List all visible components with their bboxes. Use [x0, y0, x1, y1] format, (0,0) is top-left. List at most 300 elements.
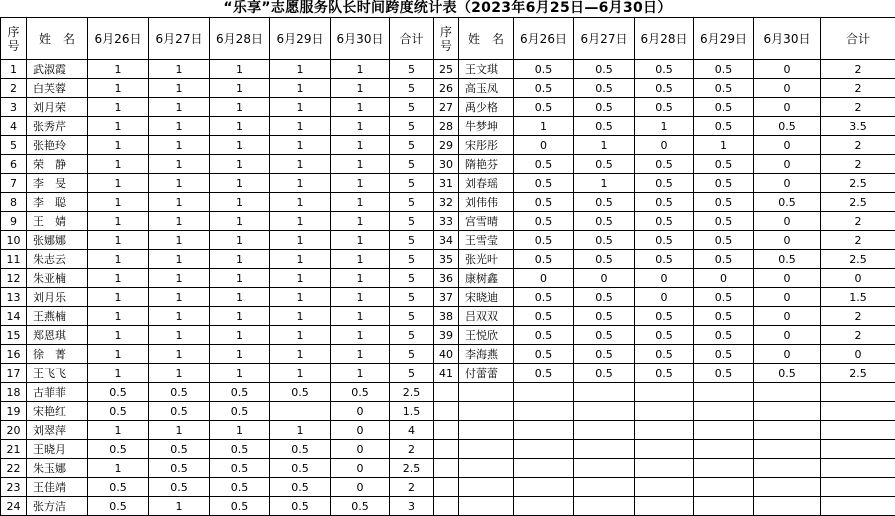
empty-cell[interactable]: [434, 421, 459, 440]
left-jun27-cell[interactable]: 1: [149, 345, 210, 364]
right-total-cell[interactable]: 2.5: [821, 193, 895, 212]
header-jun26-right[interactable]: 6月26日: [514, 18, 574, 60]
right-jun26-cell[interactable]: 0.5: [514, 98, 574, 117]
empty-cell[interactable]: [514, 421, 574, 440]
left-jun29-cell[interactable]: 1: [270, 326, 331, 345]
left-name-cell[interactable]: 郑恩琪: [27, 326, 88, 345]
left-seq-cell[interactable]: 12: [1, 269, 27, 288]
empty-cell[interactable]: [821, 402, 895, 421]
left-total-cell[interactable]: 3: [390, 497, 434, 516]
left-seq-cell[interactable]: 5: [1, 136, 27, 155]
left-jun27-cell[interactable]: 1: [149, 193, 210, 212]
left-jun26-cell[interactable]: 1: [88, 79, 149, 98]
right-jun27-cell[interactable]: 0.5: [574, 117, 635, 136]
left-total-cell[interactable]: 5: [390, 326, 434, 345]
right-jun26-cell[interactable]: 0: [514, 269, 574, 288]
right-jun26-cell[interactable]: 0.5: [514, 345, 574, 364]
left-total-cell[interactable]: 2: [390, 478, 434, 497]
left-jun30-cell[interactable]: 1: [331, 136, 390, 155]
right-jun26-cell[interactable]: 0.5: [514, 288, 574, 307]
left-total-cell[interactable]: 4: [390, 421, 434, 440]
left-jun29-cell[interactable]: 1: [270, 212, 331, 231]
left-seq-cell[interactable]: 16: [1, 345, 27, 364]
empty-cell[interactable]: [821, 459, 895, 478]
left-jun27-cell[interactable]: 1: [149, 497, 210, 516]
header-jun26[interactable]: 6月26日: [88, 18, 149, 60]
left-total-cell[interactable]: 5: [390, 60, 434, 79]
right-jun27-cell[interactable]: 0.5: [574, 250, 635, 269]
left-jun26-cell[interactable]: 1: [88, 117, 149, 136]
right-jun30-cell[interactable]: 0.5: [754, 117, 821, 136]
right-total-cell[interactable]: 3.5: [821, 117, 895, 136]
left-jun27-cell[interactable]: 1: [149, 250, 210, 269]
left-jun28-cell[interactable]: 0.5: [210, 440, 270, 459]
right-name-cell[interactable]: 王雪莹: [459, 231, 514, 250]
left-jun27-cell[interactable]: 1: [149, 117, 210, 136]
left-jun26-cell[interactable]: 0.5: [88, 402, 149, 421]
header-name[interactable]: 姓 名: [27, 18, 88, 60]
right-total-cell[interactable]: 2.5: [821, 364, 895, 383]
left-jun27-cell[interactable]: 1: [149, 60, 210, 79]
left-jun30-cell[interactable]: 0: [331, 459, 390, 478]
left-total-cell[interactable]: 5: [390, 117, 434, 136]
empty-cell[interactable]: [694, 402, 754, 421]
left-name-cell[interactable]: 刘翠萍: [27, 421, 88, 440]
left-name-cell[interactable]: 朱志云: [27, 250, 88, 269]
right-jun29-cell[interactable]: 0.5: [694, 326, 754, 345]
right-total-cell[interactable]: 2: [821, 307, 895, 326]
right-jun26-cell[interactable]: 0: [514, 136, 574, 155]
left-jun29-cell[interactable]: 0.5: [270, 459, 331, 478]
right-total-cell[interactable]: 0: [821, 269, 895, 288]
empty-cell[interactable]: [514, 459, 574, 478]
right-jun28-cell[interactable]: 0.5: [635, 193, 694, 212]
left-jun27-cell[interactable]: 1: [149, 364, 210, 383]
empty-cell[interactable]: [434, 497, 459, 516]
right-jun30-cell[interactable]: 0: [754, 345, 821, 364]
empty-cell[interactable]: [459, 402, 514, 421]
empty-cell[interactable]: [821, 383, 895, 402]
left-jun26-cell[interactable]: 1: [88, 459, 149, 478]
left-name-cell[interactable]: 王晓月: [27, 440, 88, 459]
right-jun27-cell[interactable]: 0.5: [574, 60, 635, 79]
right-jun29-cell[interactable]: 0.5: [694, 212, 754, 231]
header-jun29-right[interactable]: 6月29日: [694, 18, 754, 60]
left-name-cell[interactable]: 张方洁: [27, 497, 88, 516]
left-jun29-cell[interactable]: 0.5: [270, 383, 331, 402]
header-jun27-right[interactable]: 6月27日: [574, 18, 635, 60]
left-jun28-cell[interactable]: 1: [210, 250, 270, 269]
empty-cell[interactable]: [514, 478, 574, 497]
header-seq[interactable]: 序 号: [1, 18, 27, 60]
empty-cell[interactable]: [754, 478, 821, 497]
empty-cell[interactable]: [821, 478, 895, 497]
left-name-cell[interactable]: 王 婧: [27, 212, 88, 231]
left-seq-cell[interactable]: 13: [1, 288, 27, 307]
left-jun28-cell[interactable]: 1: [210, 288, 270, 307]
empty-cell[interactable]: [635, 478, 694, 497]
right-seq-cell[interactable]: 39: [434, 326, 459, 345]
empty-cell[interactable]: [514, 402, 574, 421]
right-jun30-cell[interactable]: 0: [754, 269, 821, 288]
left-seq-cell[interactable]: 21: [1, 440, 27, 459]
left-jun30-cell[interactable]: 1: [331, 193, 390, 212]
left-jun28-cell[interactable]: 1: [210, 136, 270, 155]
left-jun28-cell[interactable]: 1: [210, 174, 270, 193]
right-name-cell[interactable]: 宫雪晴: [459, 212, 514, 231]
empty-cell[interactable]: [574, 440, 635, 459]
right-name-cell[interactable]: 禹少格: [459, 98, 514, 117]
left-name-cell[interactable]: 李 聪: [27, 193, 88, 212]
right-jun30-cell[interactable]: 0: [754, 326, 821, 345]
left-jun29-cell[interactable]: 1: [270, 136, 331, 155]
left-jun26-cell[interactable]: 1: [88, 212, 149, 231]
left-name-cell[interactable]: 朱玉娜: [27, 459, 88, 478]
left-name-cell[interactable]: 荣 静: [27, 155, 88, 174]
right-jun28-cell[interactable]: 0: [635, 269, 694, 288]
header-jun30[interactable]: 6月30日: [331, 18, 390, 60]
empty-cell[interactable]: [694, 478, 754, 497]
right-jun27-cell[interactable]: 0.5: [574, 288, 635, 307]
right-name-cell[interactable]: 刘春瑶: [459, 174, 514, 193]
left-total-cell[interactable]: 5: [390, 231, 434, 250]
right-jun29-cell[interactable]: 0.5: [694, 231, 754, 250]
header-jun28-right[interactable]: 6月28日: [635, 18, 694, 60]
left-total-cell[interactable]: 5: [390, 79, 434, 98]
right-jun30-cell[interactable]: 0.5: [754, 193, 821, 212]
left-seq-cell[interactable]: 17: [1, 364, 27, 383]
left-jun29-cell[interactable]: 0.5: [270, 440, 331, 459]
left-seq-cell[interactable]: 10: [1, 231, 27, 250]
left-jun28-cell[interactable]: 1: [210, 269, 270, 288]
right-jun26-cell[interactable]: 0.5: [514, 307, 574, 326]
left-jun27-cell[interactable]: 1: [149, 174, 210, 193]
left-seq-cell[interactable]: 15: [1, 326, 27, 345]
left-total-cell[interactable]: 5: [390, 174, 434, 193]
left-jun28-cell[interactable]: 1: [210, 212, 270, 231]
left-name-cell[interactable]: 王飞飞: [27, 364, 88, 383]
left-jun28-cell[interactable]: 0.5: [210, 383, 270, 402]
left-jun30-cell[interactable]: 1: [331, 326, 390, 345]
empty-cell[interactable]: [574, 402, 635, 421]
left-jun26-cell[interactable]: 1: [88, 326, 149, 345]
left-jun26-cell[interactable]: 1: [88, 345, 149, 364]
header-jun27[interactable]: 6月27日: [149, 18, 210, 60]
left-jun29-cell[interactable]: 1: [270, 174, 331, 193]
right-seq-cell[interactable]: 27: [434, 98, 459, 117]
right-jun29-cell[interactable]: 0.5: [694, 117, 754, 136]
right-jun29-cell[interactable]: 0.5: [694, 250, 754, 269]
left-jun30-cell[interactable]: 0: [331, 402, 390, 421]
right-name-cell[interactable]: 张光叶: [459, 250, 514, 269]
left-name-cell[interactable]: 白芙蓉: [27, 79, 88, 98]
empty-cell[interactable]: [459, 459, 514, 478]
right-seq-cell[interactable]: 35: [434, 250, 459, 269]
left-jun30-cell[interactable]: 0: [331, 421, 390, 440]
right-jun29-cell[interactable]: 0.5: [694, 79, 754, 98]
left-seq-cell[interactable]: 11: [1, 250, 27, 269]
right-jun26-cell[interactable]: 0.5: [514, 326, 574, 345]
right-seq-cell[interactable]: 34: [434, 231, 459, 250]
right-jun29-cell[interactable]: 0.5: [694, 364, 754, 383]
left-jun27-cell[interactable]: 1: [149, 98, 210, 117]
left-total-cell[interactable]: 2: [390, 440, 434, 459]
right-seq-cell[interactable]: 26: [434, 79, 459, 98]
left-total-cell[interactable]: 5: [390, 98, 434, 117]
left-total-cell[interactable]: 5: [390, 212, 434, 231]
empty-cell[interactable]: [514, 383, 574, 402]
right-name-cell[interactable]: 高玉凤: [459, 79, 514, 98]
right-jun27-cell[interactable]: 0.5: [574, 79, 635, 98]
right-jun29-cell[interactable]: 0.5: [694, 193, 754, 212]
left-jun29-cell[interactable]: 1: [270, 250, 331, 269]
left-total-cell[interactable]: 2.5: [390, 383, 434, 402]
left-jun26-cell[interactable]: 1: [88, 60, 149, 79]
right-name-cell[interactable]: 李海燕: [459, 345, 514, 364]
empty-cell[interactable]: [459, 497, 514, 516]
left-total-cell[interactable]: 5: [390, 250, 434, 269]
empty-cell[interactable]: [754, 440, 821, 459]
left-name-cell[interactable]: 张艳玲: [27, 136, 88, 155]
left-jun28-cell[interactable]: 1: [210, 231, 270, 250]
left-jun27-cell[interactable]: 1: [149, 421, 210, 440]
right-total-cell[interactable]: 2: [821, 212, 895, 231]
left-total-cell[interactable]: 1.5: [390, 402, 434, 421]
left-jun26-cell[interactable]: 1: [88, 174, 149, 193]
empty-cell[interactable]: [635, 402, 694, 421]
right-seq-cell[interactable]: 38: [434, 307, 459, 326]
right-jun26-cell[interactable]: 1: [514, 117, 574, 136]
left-seq-cell[interactable]: 18: [1, 383, 27, 402]
empty-cell[interactable]: [574, 497, 635, 516]
left-jun29-cell[interactable]: 1: [270, 269, 331, 288]
left-jun28-cell[interactable]: 1: [210, 326, 270, 345]
right-jun30-cell[interactable]: 0: [754, 136, 821, 155]
right-jun30-cell[interactable]: 0.5: [754, 364, 821, 383]
right-jun29-cell[interactable]: 0.5: [694, 288, 754, 307]
right-jun28-cell[interactable]: 0.5: [635, 155, 694, 174]
right-jun28-cell[interactable]: 0: [635, 288, 694, 307]
empty-cell[interactable]: [694, 497, 754, 516]
left-seq-cell[interactable]: 22: [1, 459, 27, 478]
left-seq-cell[interactable]: 23: [1, 478, 27, 497]
right-jun28-cell[interactable]: 0.5: [635, 60, 694, 79]
right-jun26-cell[interactable]: 0.5: [514, 212, 574, 231]
right-jun30-cell[interactable]: 0: [754, 212, 821, 231]
empty-cell[interactable]: [694, 459, 754, 478]
right-jun29-cell[interactable]: 1: [694, 136, 754, 155]
left-jun29-cell[interactable]: 1: [270, 79, 331, 98]
right-jun29-cell[interactable]: 0: [694, 269, 754, 288]
left-name-cell[interactable]: 武淑霞: [27, 60, 88, 79]
left-jun30-cell[interactable]: 1: [331, 250, 390, 269]
left-jun26-cell[interactable]: 0.5: [88, 383, 149, 402]
left-jun28-cell[interactable]: 0.5: [210, 402, 270, 421]
empty-cell[interactable]: [574, 478, 635, 497]
left-seq-cell[interactable]: 2: [1, 79, 27, 98]
empty-cell[interactable]: [754, 459, 821, 478]
right-jun30-cell[interactable]: 0: [754, 79, 821, 98]
right-jun28-cell[interactable]: 0.5: [635, 326, 694, 345]
empty-cell[interactable]: [635, 440, 694, 459]
empty-cell[interactable]: [754, 402, 821, 421]
right-jun28-cell[interactable]: 1: [635, 117, 694, 136]
empty-cell[interactable]: [459, 421, 514, 440]
left-jun30-cell[interactable]: 1: [331, 98, 390, 117]
left-seq-cell[interactable]: 6: [1, 155, 27, 174]
left-name-cell[interactable]: 张秀芹: [27, 117, 88, 136]
left-jun27-cell[interactable]: 1: [149, 307, 210, 326]
right-jun30-cell[interactable]: 0: [754, 231, 821, 250]
left-jun29-cell[interactable]: 0.5: [270, 497, 331, 516]
header-total[interactable]: 合计: [390, 18, 434, 60]
right-seq-cell[interactable]: 25: [434, 60, 459, 79]
left-jun27-cell[interactable]: 1: [149, 155, 210, 174]
right-total-cell[interactable]: 1.5: [821, 288, 895, 307]
right-jun28-cell[interactable]: 0.5: [635, 345, 694, 364]
left-seq-cell[interactable]: 4: [1, 117, 27, 136]
header-jun29[interactable]: 6月29日: [270, 18, 331, 60]
right-jun29-cell[interactable]: 0.5: [694, 307, 754, 326]
right-total-cell[interactable]: 2: [821, 155, 895, 174]
left-jun30-cell[interactable]: 1: [331, 117, 390, 136]
left-jun26-cell[interactable]: 1: [88, 155, 149, 174]
right-name-cell[interactable]: 付蕾蕾: [459, 364, 514, 383]
right-jun27-cell[interactable]: 0.5: [574, 345, 635, 364]
left-jun29-cell[interactable]: 1: [270, 193, 331, 212]
left-name-cell[interactable]: 刘月荣: [27, 98, 88, 117]
left-jun27-cell[interactable]: 0.5: [149, 402, 210, 421]
left-jun27-cell[interactable]: 0.5: [149, 459, 210, 478]
left-jun26-cell[interactable]: 0.5: [88, 478, 149, 497]
header-jun28[interactable]: 6月28日: [210, 18, 270, 60]
header-total-right[interactable]: 合计: [821, 18, 895, 60]
empty-cell[interactable]: [635, 497, 694, 516]
right-jun28-cell[interactable]: 0.5: [635, 79, 694, 98]
right-name-cell[interactable]: 宋晓迪: [459, 288, 514, 307]
right-jun29-cell[interactable]: 0.5: [694, 345, 754, 364]
empty-cell[interactable]: [821, 497, 895, 516]
right-total-cell[interactable]: 2.5: [821, 250, 895, 269]
left-total-cell[interactable]: 5: [390, 364, 434, 383]
left-jun30-cell[interactable]: 0.5: [331, 497, 390, 516]
right-jun27-cell[interactable]: 0.5: [574, 326, 635, 345]
empty-cell[interactable]: [434, 383, 459, 402]
left-name-cell[interactable]: 刘月乐: [27, 288, 88, 307]
right-jun27-cell[interactable]: 0.5: [574, 231, 635, 250]
right-jun28-cell[interactable]: 0.5: [635, 174, 694, 193]
right-jun26-cell[interactable]: 0.5: [514, 231, 574, 250]
right-jun30-cell[interactable]: 0: [754, 98, 821, 117]
left-jun26-cell[interactable]: 0.5: [88, 440, 149, 459]
right-name-cell[interactable]: 康树鑫: [459, 269, 514, 288]
empty-cell[interactable]: [754, 421, 821, 440]
left-jun26-cell[interactable]: 1: [88, 193, 149, 212]
left-total-cell[interactable]: 5: [390, 155, 434, 174]
empty-cell[interactable]: [754, 497, 821, 516]
empty-cell[interactable]: [635, 383, 694, 402]
right-seq-cell[interactable]: 29: [434, 136, 459, 155]
right-jun26-cell[interactable]: 0.5: [514, 250, 574, 269]
empty-cell[interactable]: [574, 383, 635, 402]
left-jun30-cell[interactable]: 1: [331, 231, 390, 250]
right-jun28-cell[interactable]: 0.5: [635, 364, 694, 383]
right-seq-cell[interactable]: 33: [434, 212, 459, 231]
left-jun27-cell[interactable]: 0.5: [149, 478, 210, 497]
header-jun30-right[interactable]: 6月30日: [754, 18, 821, 60]
empty-cell[interactable]: [635, 421, 694, 440]
left-jun29-cell[interactable]: 1: [270, 98, 331, 117]
left-jun26-cell[interactable]: 1: [88, 421, 149, 440]
left-jun30-cell[interactable]: 1: [331, 79, 390, 98]
left-seq-cell[interactable]: 24: [1, 497, 27, 516]
left-total-cell[interactable]: 5: [390, 345, 434, 364]
right-total-cell[interactable]: 2: [821, 231, 895, 250]
left-jun30-cell[interactable]: 1: [331, 60, 390, 79]
right-seq-cell[interactable]: 41: [434, 364, 459, 383]
left-jun27-cell[interactable]: 1: [149, 269, 210, 288]
header-seq-right[interactable]: 序 号: [434, 18, 459, 60]
left-jun30-cell[interactable]: 0: [331, 478, 390, 497]
left-name-cell[interactable]: 王佳靖: [27, 478, 88, 497]
right-seq-cell[interactable]: 36: [434, 269, 459, 288]
empty-cell[interactable]: [574, 459, 635, 478]
left-total-cell[interactable]: 5: [390, 193, 434, 212]
empty-cell[interactable]: [574, 421, 635, 440]
left-name-cell[interactable]: 王燕楠: [27, 307, 88, 326]
left-jun29-cell[interactable]: 1: [270, 307, 331, 326]
empty-cell[interactable]: [694, 440, 754, 459]
left-jun30-cell[interactable]: 1: [331, 269, 390, 288]
left-name-cell[interactable]: 朱亚楠: [27, 269, 88, 288]
left-jun29-cell[interactable]: 0.5: [270, 478, 331, 497]
right-name-cell[interactable]: 吕双双: [459, 307, 514, 326]
left-jun29-cell[interactable]: 1: [270, 231, 331, 250]
left-name-cell[interactable]: 李 旻: [27, 174, 88, 193]
left-jun29-cell[interactable]: 1: [270, 288, 331, 307]
left-jun30-cell[interactable]: 0.5: [331, 383, 390, 402]
right-jun26-cell[interactable]: 0.5: [514, 193, 574, 212]
right-total-cell[interactable]: 2: [821, 136, 895, 155]
left-seq-cell[interactable]: 3: [1, 98, 27, 117]
left-name-cell[interactable]: 张娜娜: [27, 231, 88, 250]
left-total-cell[interactable]: 5: [390, 136, 434, 155]
left-jun28-cell[interactable]: 1: [210, 364, 270, 383]
right-jun27-cell[interactable]: 0: [574, 269, 635, 288]
left-jun29-cell[interactable]: 1: [270, 60, 331, 79]
right-name-cell[interactable]: 隋艳芬: [459, 155, 514, 174]
right-seq-cell[interactable]: 30: [434, 155, 459, 174]
left-jun29-cell[interactable]: 1: [270, 155, 331, 174]
left-total-cell[interactable]: 2.5: [390, 459, 434, 478]
right-total-cell[interactable]: 2: [821, 98, 895, 117]
empty-cell[interactable]: [821, 421, 895, 440]
right-jun26-cell[interactable]: 0.5: [514, 79, 574, 98]
right-jun28-cell[interactable]: 0: [635, 136, 694, 155]
right-jun26-cell[interactable]: 0.5: [514, 364, 574, 383]
right-total-cell[interactable]: 2: [821, 79, 895, 98]
left-jun30-cell[interactable]: 1: [331, 288, 390, 307]
left-name-cell[interactable]: 宋艳红: [27, 402, 88, 421]
right-total-cell[interactable]: 2.5: [821, 174, 895, 193]
left-jun30-cell[interactable]: 1: [331, 307, 390, 326]
right-jun29-cell[interactable]: 0.5: [694, 60, 754, 79]
left-total-cell[interactable]: 5: [390, 269, 434, 288]
right-jun30-cell[interactable]: 0: [754, 307, 821, 326]
right-total-cell[interactable]: 0: [821, 345, 895, 364]
left-name-cell[interactable]: 古菲菲: [27, 383, 88, 402]
left-jun29-cell[interactable]: 1: [270, 364, 331, 383]
